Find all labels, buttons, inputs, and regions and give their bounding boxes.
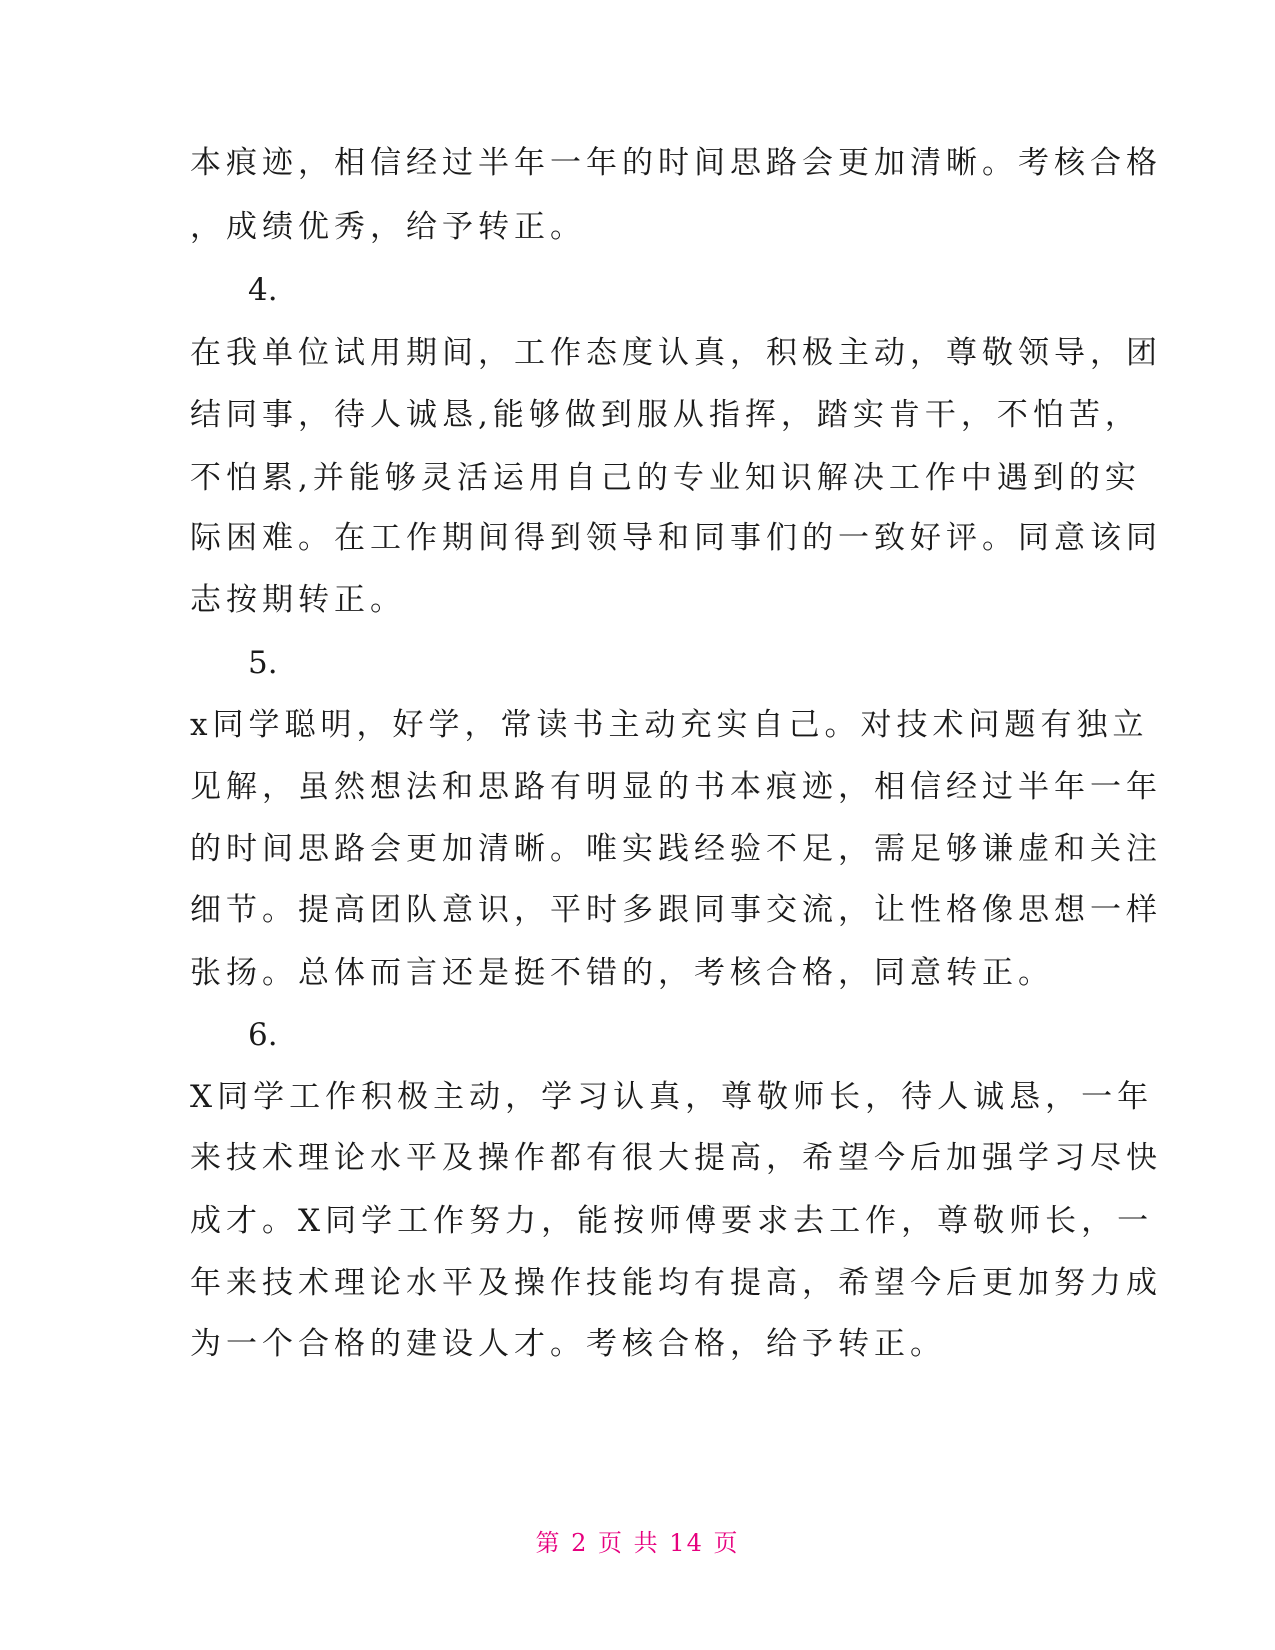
paragraph-line: 见解，虽然想法和思路有明显的书本痕迹，相信经过半年一年 bbox=[190, 769, 1162, 805]
paragraph-line: 不怕累,并能够灵活运用自己的专业知识解决工作中遇到的实 bbox=[190, 460, 1141, 496]
paragraph-line: 在我单位试用期间，工作态度认真，积极主动，尊敬领导，团 bbox=[190, 335, 1162, 371]
paragraph-line: x同学聪明，好学，常读书主动充实自己。对技术问题有独立 bbox=[190, 707, 1149, 743]
paragraph-line: 本痕迹，相信经过半年一年的时间思路会更加清晰。考核合格 bbox=[190, 145, 1162, 181]
paragraph-line: 的时间思路会更加清晰。唯实践经验不足，需足够谦虚和关注 bbox=[190, 831, 1162, 867]
paragraph-line: 为一个合格的建设人才。考核合格，给予转正。 bbox=[190, 1326, 946, 1362]
paragraph-line: 成才。X同学工作努力，能按师傅要求去工作，尊敬师长，一 bbox=[190, 1203, 1154, 1239]
paragraph-line: ，成绩优秀，给予转正。 bbox=[190, 209, 586, 245]
item-number-5: 5. bbox=[248, 645, 278, 681]
paragraph-line: 结同事，待人诚恳,能够做到服从指挥，踏实肯干，不怕苦， bbox=[190, 397, 1141, 433]
paragraph-line: 来技术理论水平及操作都有很大提高，希望今后加强学习尽快 bbox=[190, 1140, 1162, 1176]
paragraph-line: 张扬。总体而言还是挺不错的，考核合格，同意转正。 bbox=[190, 955, 1054, 991]
paragraph-line: 际困难。在工作期间得到领导和同事们的一致好评。同意该同 bbox=[190, 520, 1162, 556]
item-number-4: 4. bbox=[248, 272, 278, 308]
page-number-footer: 第 2 页 共 14 页 bbox=[535, 1529, 740, 1557]
paragraph-line: X同学工作积极主动，学习认真，尊敬师长，待人诚恳，一年 bbox=[190, 1079, 1154, 1115]
item-number-6: 6. bbox=[248, 1017, 278, 1053]
paragraph-line: 年来技术理论水平及操作技能均有提高，希望今后更加努力成 bbox=[190, 1265, 1162, 1301]
paragraph-line: 志按期转正。 bbox=[190, 582, 406, 618]
paragraph-line: 细节。提高团队意识，平时多跟同事交流，让性格像思想一样 bbox=[190, 892, 1162, 928]
